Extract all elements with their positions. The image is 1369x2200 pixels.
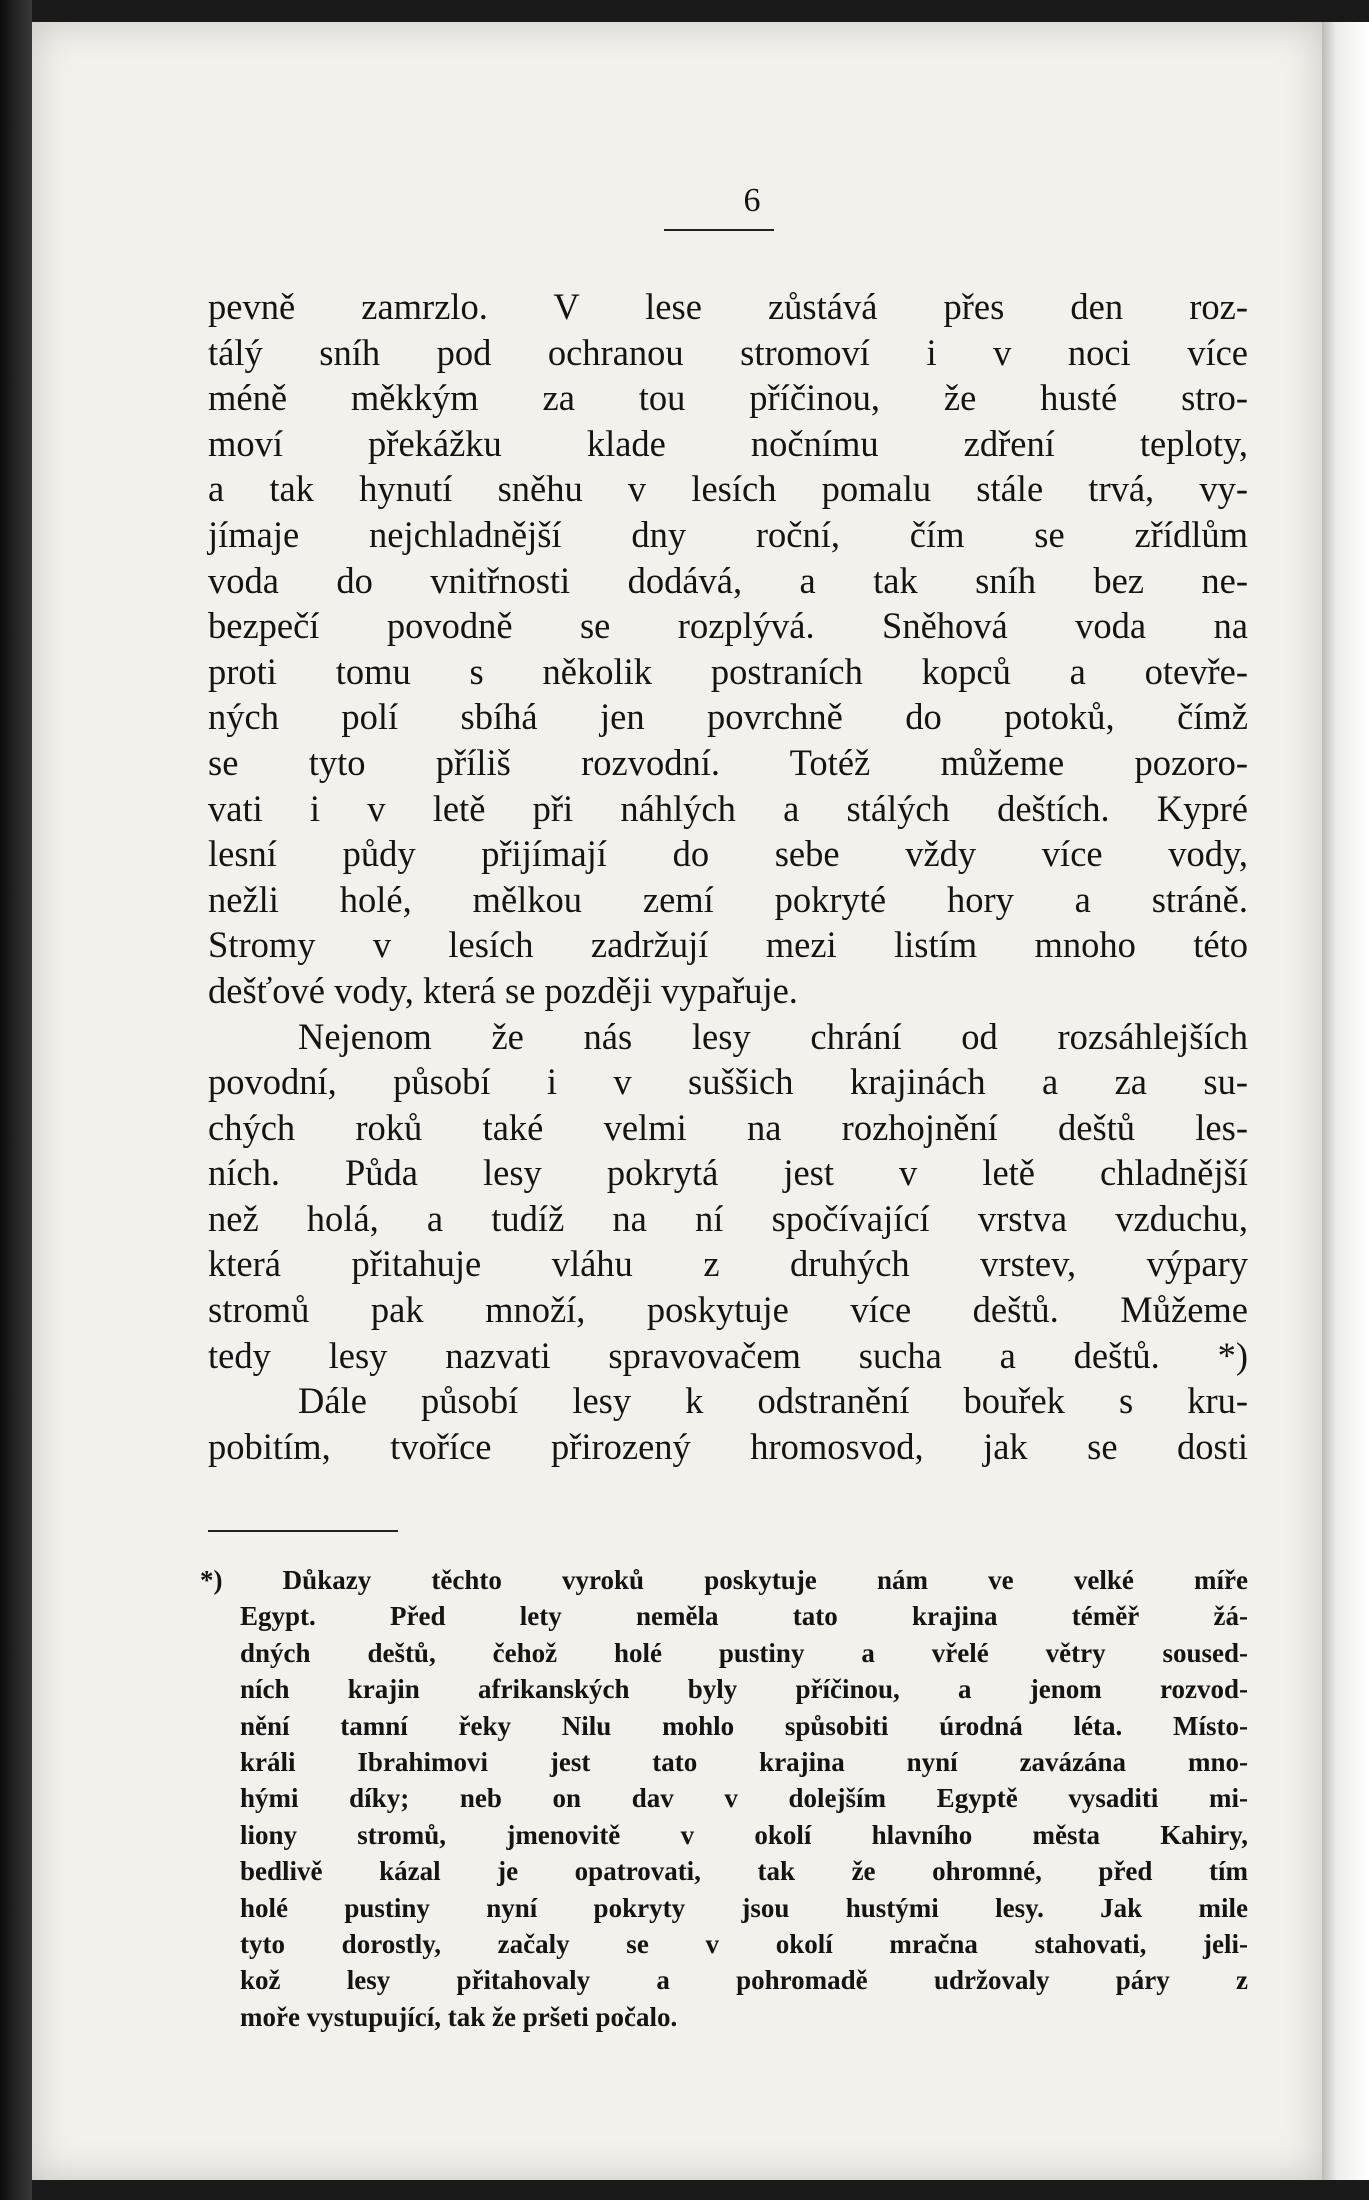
text-line: moví překážku klade nočnímu zdření teploty, (208, 422, 1248, 464)
footnote-line: moře vystupující, tak že pršeti počalo. (240, 2001, 678, 2032)
text-line: Nejenom že nás lesy chrání od rozsáhlejších (298, 1015, 1248, 1057)
text-line: Stromy v lesích zadržují mezi listím mnoho této (208, 924, 1248, 966)
text-line: proti tomu s několik postraních kopců a otevře- (208, 650, 1248, 692)
footnote-rule (208, 1530, 398, 1532)
text-line: povodní, působí i v suššich krajinách a za su- (208, 1061, 1248, 1103)
text-line: ních. Půda lesy pokrytá jest v letě chladnější (208, 1152, 1248, 1194)
footnote-line: dných deštů, čehož holé pustiny a vřelé větry soused- (240, 1637, 1248, 1668)
text-line: Dále působí lesy k odstranění bouřek s kru- (298, 1380, 1248, 1422)
text-line: chých roků také velmi na rozhojnění deštů les- (208, 1106, 1248, 1148)
text-line: nežli holé, mělkou zemí pokryté hory a stráně. (208, 878, 1248, 920)
text-line: méně měkkým za tou příčinou, že husté stro- (208, 377, 1248, 419)
footnote-line: *) Důkazy těchto vyroků poskytuje nám ve velké míře (200, 1565, 1248, 1595)
footnote (200, 1562, 1248, 2035)
text-line: pevně zamrzlo. V lese zůstává přes den roz- (208, 286, 1248, 327)
footnote-line: holé pustiny nyní pokryty jsou hustými lesy. Jak mile (240, 1892, 1248, 1923)
text-line: pobitím, tvoříce přirozený hromosvod, jak se dosti (208, 1425, 1248, 1467)
text-line: stromů pak množí, poskytuje více deštů. Můžeme (208, 1289, 1248, 1331)
text-line: se tyto příliš rozvodní. Totéž můžeme pozoro- (208, 741, 1248, 783)
body-text (208, 284, 1248, 1469)
text-line: voda do vnitřnosti dodává, a tak sníh bez ne- (208, 559, 1248, 601)
text-line: dešťové vody, která se později vypařuje. (208, 969, 798, 1011)
footnote-line: nění tamní řeky Nilu mohlo spůsobiti úrodná léta. Místo- (240, 1710, 1248, 1741)
footnote-line: bedlivě kázal je opatrovati, tak že ohromné, před tím (240, 1856, 1248, 1887)
book-page (32, 22, 1322, 2180)
text-line: tedy lesy nazvati spravovačem sucha a deštů. *) (208, 1334, 1248, 1376)
footnote-line: liony stromů, jmenovitě v okolí hlavního města Kahiry, (240, 1819, 1248, 1850)
text-line: a tak hynutí sněhu v lesích pomalu stále trvá, vy- (208, 468, 1248, 510)
page-number-rule (664, 229, 774, 231)
text-line: tálý sníh pod ochranou stromoví i v noci více (208, 331, 1248, 373)
text-line: bezpečí povodně se rozplývá. Sněhová voda na (208, 605, 1248, 647)
page-number: 6 (743, 182, 761, 219)
text-line: vati i v letě při náhlých a stálých deštích. Kypré (208, 787, 1248, 829)
text-line: lesní půdy přijímají do sebe vždy více vody, (208, 833, 1248, 875)
footnote-line: tyto dorostly, začaly se v okolí mračna stahovati, jeli- (240, 1928, 1248, 1959)
text-line: ných polí sbíhá jen povrchně do potoků, čímž (208, 696, 1248, 738)
footnote-line: Egypt. Před lety neměla tato krajina téměř žá- (240, 1601, 1248, 1632)
text-line: než holá, a tudíž na ní spočívající vrstva vzduchu, (208, 1197, 1248, 1239)
text-line: jímaje nejchladnější dny roční, čím se zřídlům (208, 513, 1248, 555)
footnote-line: kož lesy přitahovaly a pohromadě udržovaly páry z (240, 1965, 1248, 1996)
scan-edge (0, 0, 32, 2200)
footnote-line: hými díky; neb on dav v dolejším Egyptě vysaditi mi- (240, 1783, 1248, 1814)
footnote-line: ních krajin afrikanských byly příčinou, a jenom rozvod- (240, 1674, 1248, 1705)
footnote-line: králi Ibrahimovi jest tato krajina nyní zavázána mno- (240, 1746, 1248, 1777)
text-line: která přitahuje vláhu z druhých vrstev, výpary (208, 1243, 1248, 1285)
